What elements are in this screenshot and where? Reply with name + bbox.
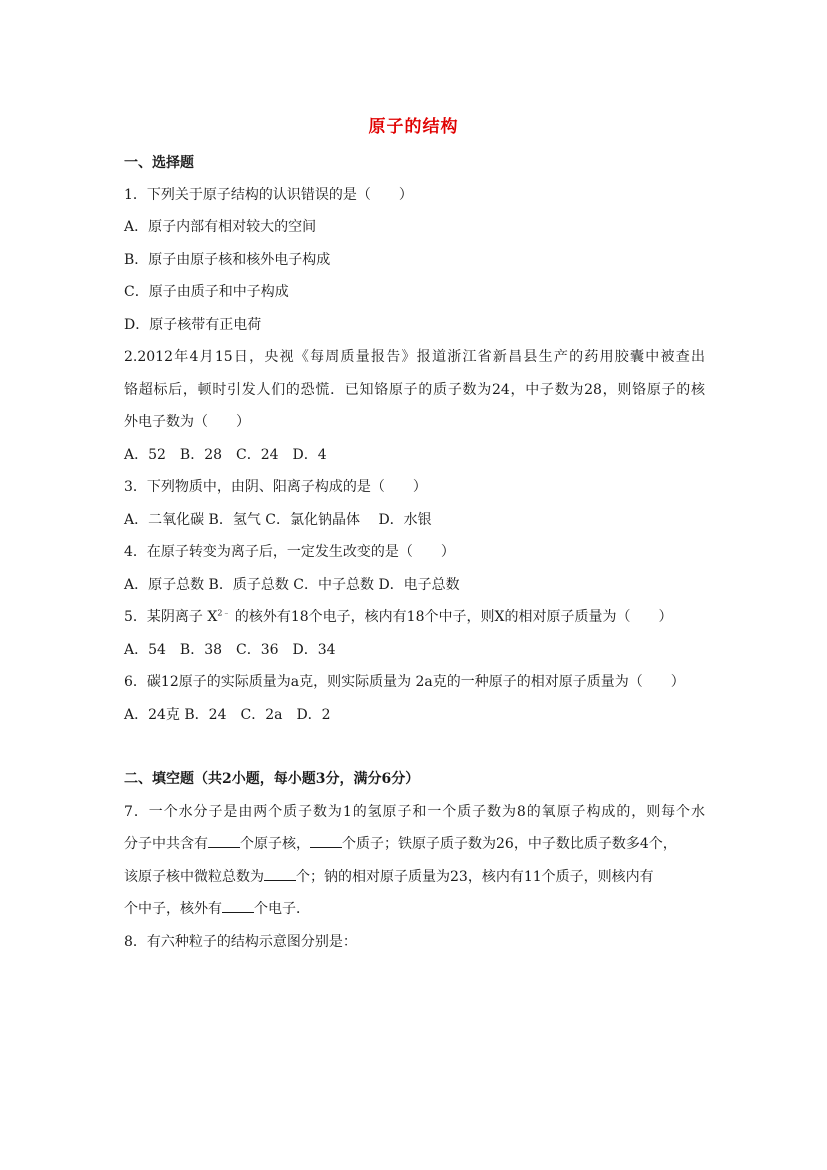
section-heading-choice: 一、选择题 bbox=[124, 155, 194, 171]
answer-blank[interactable] bbox=[310, 835, 342, 848]
answer-blank[interactable] bbox=[222, 900, 254, 913]
question-7-line-3 bbox=[124, 866, 654, 886]
question-5-stem bbox=[124, 606, 672, 626]
question-7-line-2 bbox=[124, 833, 677, 853]
question-2-line-3: 外电子数为（ ） bbox=[124, 414, 250, 430]
question-5-stem-post: 的核外有18个电子，核内有18个中子，则X的相对原子质量为（ ） bbox=[230, 609, 673, 625]
question-3-options: A．二氧化碳 B．氢气 C．氯化钠晶体 D．水银 bbox=[124, 512, 432, 528]
question-1-option-c: C．原子由质子和中子构成 bbox=[124, 284, 289, 300]
question-7-line-1: 7．一个水分子是由两个质子数为1的氢原子和一个质子数为8的氧原子构成的，则每个水 bbox=[124, 804, 705, 820]
section-heading-fill: 二、填空题（共2小题，每小题3分，满分6分） bbox=[124, 771, 420, 787]
question-8-stem: 8．有六种粒子的结构示意图分别是： bbox=[124, 934, 357, 950]
question-1-option-a: A．原子内部有相对较大的空间 bbox=[124, 219, 317, 235]
question-5-options: A．54 B．38 C．36 D．34 bbox=[124, 642, 336, 658]
question-4-stem: 4．在原子转变为离子后，一定发生改变的是（ ） bbox=[124, 544, 455, 560]
q7-text: 个电子． bbox=[254, 901, 310, 917]
q7-text: 该原子核中微粒总数为 bbox=[124, 869, 264, 885]
q7-text: 个质子；铁原子质子数为26，中子数比质子数多4个， bbox=[342, 836, 677, 852]
question-3-stem: 3．下列物质中，由阴、阳离子构成的是（ ） bbox=[124, 479, 427, 495]
answer-blank[interactable] bbox=[208, 835, 240, 848]
answer-blank[interactable] bbox=[264, 868, 296, 881]
q7-text: 分子中共含有 bbox=[124, 836, 208, 852]
question-1-option-b: B．原子由原子核和核外电子构成 bbox=[124, 252, 331, 268]
q7-text: 个；钠的相对原子质量为23，核内有11个质子，则核内有 bbox=[296, 869, 654, 885]
question-2-options: A．52 B．28 C．24 D．4 bbox=[124, 447, 327, 463]
question-1-option-d: D．原子核带有正电荷 bbox=[124, 317, 262, 333]
question-7-line-4 bbox=[124, 898, 310, 918]
question-2-line-1: 2.2012年4月15日，央视《每周质量报告》报道浙江省新昌县生产的药用胶囊中被查出 bbox=[124, 349, 705, 365]
question-5-stem-pre: 5．某阴离子 X bbox=[124, 609, 218, 625]
q7-text: 个中子，核外有 bbox=[124, 901, 222, 917]
question-1-stem: 1．下列关于原子结构的认识错误的是（ ） bbox=[124, 187, 413, 203]
question-6-options: A．24克 B．24 C．2a D．2 bbox=[124, 707, 331, 723]
ion-charge-superscript: 2﹣ bbox=[217, 608, 231, 618]
q7-text: 个原子核， bbox=[240, 836, 310, 852]
page-title: 原子的结构 bbox=[368, 117, 459, 137]
question-4-options: A．原子总数 B．质子总数 C．中子总数 D．电子总数 bbox=[124, 577, 460, 593]
question-6-stem: 6．碳12原子的实际质量为a克，则实际质量为 2a克的一种原子的相对原子质量为（ ） bbox=[124, 674, 685, 690]
question-2-line-2: 铬超标后，顿时引发人们的恐慌．已知铬原子的质子数为24，中子数为28，则铬原子的核 bbox=[124, 382, 705, 398]
